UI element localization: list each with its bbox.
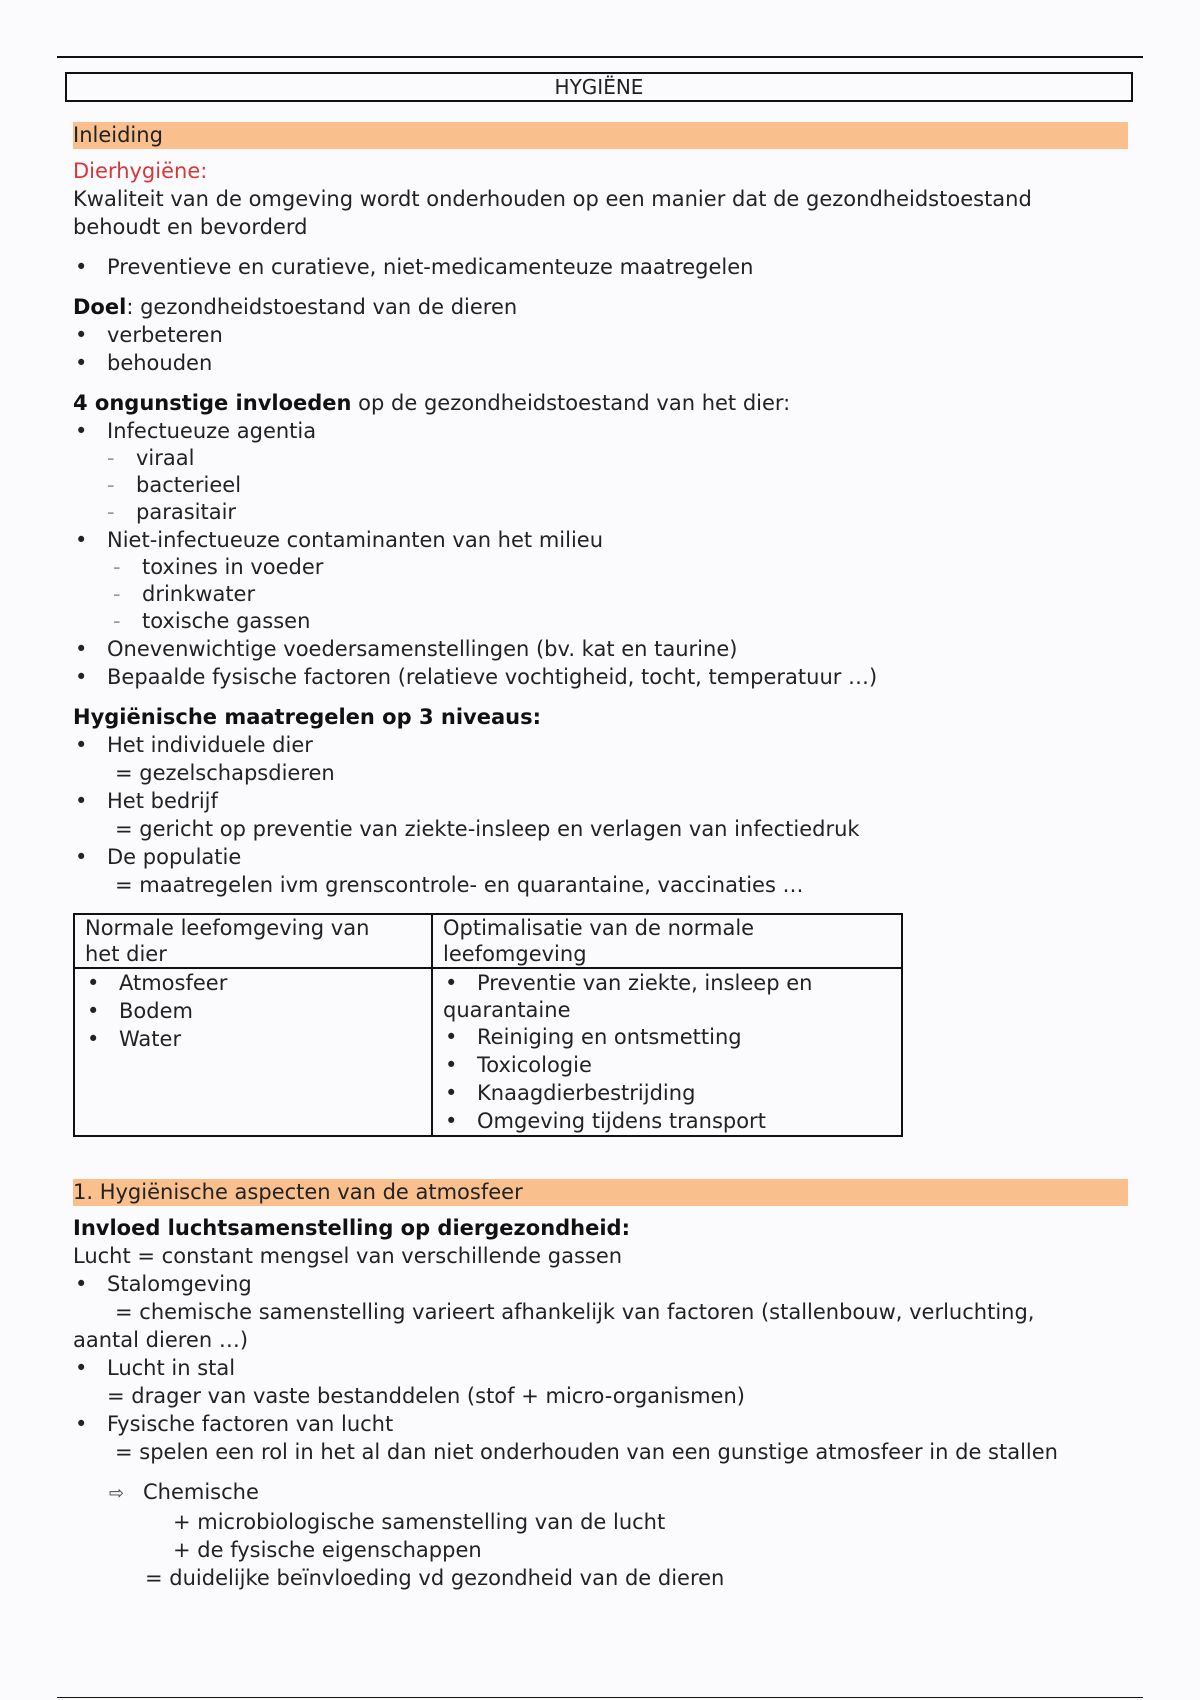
cell-list xyxy=(85,969,421,1053)
goal-line xyxy=(73,293,1128,321)
section-heading-atmosphere: 1. Hygiënische aspecten van de atmosfeer xyxy=(73,1179,1128,1206)
item-2-equation: = drager van vaste bestanddelen (stof + micro-organismen) xyxy=(107,1384,745,1408)
levels-list xyxy=(73,843,1128,871)
influences-label: 4 ongunstige invloeden xyxy=(73,391,352,415)
top-rule xyxy=(57,56,1143,58)
goal-list xyxy=(73,321,1128,377)
list-item: • verbeteren xyxy=(73,321,1128,349)
sub-list-item: - toxines in voeder xyxy=(113,554,1128,581)
air-definition: Lucht = constant mengsel van verschillende gassen xyxy=(73,1244,623,1268)
conclusion-line: = duidelijke beïnvloeding vd gezondheid van de dieren xyxy=(145,1566,725,1590)
cell-list xyxy=(443,1023,891,1135)
influences-text: op de gezondheidstoestand van het dier: xyxy=(351,391,791,415)
table-cell xyxy=(432,968,902,1136)
list-item: • Knaagdierbestrijding xyxy=(443,1079,891,1107)
list-item: • Preventie van ziekte, insleep en xyxy=(443,969,891,997)
table-header-cell-1 xyxy=(74,914,432,968)
document-title: HYGIËNE xyxy=(65,72,1133,102)
definition-label: Dierhygiëne: xyxy=(73,159,208,183)
atmosphere-list xyxy=(73,1354,1128,1382)
table-header-cell-2 xyxy=(432,914,902,968)
header-text: het dier xyxy=(85,942,167,966)
levels-heading-text: Hygiënische maatregelen op 3 niveaus: xyxy=(73,705,541,729)
list-item: • Bepaalde fysische factoren (relatieve vochtigheid, tocht, temperatuur …) xyxy=(73,663,1128,691)
list-item: • Fysische factoren van lucht xyxy=(73,1410,1128,1438)
arrow-right-icon: ⇨ xyxy=(109,1483,125,1504)
goal-label: Doel xyxy=(73,295,127,319)
list-item-continuation: quarantaine xyxy=(443,998,571,1022)
levels-heading xyxy=(73,703,1128,731)
sub-list xyxy=(107,554,1128,635)
subheading-line xyxy=(73,1214,1128,1242)
levels-list xyxy=(73,787,1128,815)
level-1-equation: = gezelschapsdieren xyxy=(115,761,335,785)
list-item: • Atmosfeer xyxy=(85,969,421,997)
sub-list-item: - toxische gassen xyxy=(113,608,1128,635)
goal-text: : gezondheidstoestand van de dieren xyxy=(126,295,518,319)
conclusion-arrow-line xyxy=(73,1478,1128,1508)
definition-text-line-2: behoudt en bevorderd xyxy=(73,215,308,239)
list-item: • behouden xyxy=(73,349,1128,377)
document-body xyxy=(73,122,1128,1592)
environment-table xyxy=(73,913,903,1137)
list-item: • Bodem xyxy=(85,997,421,1025)
cell-list xyxy=(443,969,891,997)
list-item: • Water xyxy=(85,1025,421,1053)
list-item: • Omgeving tijdens transport xyxy=(443,1107,891,1135)
definition-text-line-1: Kwaliteit van de omgeving wordt onderhouden op een manier dat de gezondheidstoestand xyxy=(73,187,1032,211)
atmosphere-list xyxy=(73,1410,1128,1438)
plus-line-2: + de fysische eigenschappen xyxy=(173,1538,482,1562)
sub-list-item: - bacterieel xyxy=(107,472,1128,499)
list-item: • Het bedrijf xyxy=(73,787,1128,815)
section-heading-intro: Inleiding xyxy=(73,122,1128,149)
sub-list-item: - viraal xyxy=(107,445,1128,472)
list-item: • Lucht in stal xyxy=(73,1354,1128,1382)
influence-1-label: Infectueuze agentia xyxy=(107,419,317,443)
list-item: • Preventieve en curatieve, niet-medicamenteuze maatregelen xyxy=(73,253,1128,281)
bottom-rule xyxy=(57,1697,1143,1698)
list-item: • Het individuele dier xyxy=(73,731,1128,759)
list-item xyxy=(73,417,1128,526)
atmosphere-list xyxy=(73,1270,1128,1298)
list-item: • De populatie xyxy=(73,843,1128,871)
table-row xyxy=(74,968,902,1136)
plus-line-1: + microbiologische samenstelling van de lucht xyxy=(173,1510,666,1534)
sub-list-item: - parasitair xyxy=(107,499,1128,526)
header-text: leefomgeving xyxy=(443,942,587,966)
measures-list xyxy=(73,253,1128,281)
table-header-row xyxy=(74,914,902,968)
header-text: Normale leefomgeving van xyxy=(85,916,370,940)
arrow-text: Chemische xyxy=(143,1480,259,1504)
list-item: • Stalomgeving xyxy=(73,1270,1128,1298)
subheading-text: Invloed luchtsamenstelling op diergezondheid: xyxy=(73,1216,630,1240)
influence-2-label: Niet-infectueuze contaminanten van het milieu xyxy=(107,528,604,552)
list-item: • Reiniging en ontsmetting xyxy=(443,1023,891,1051)
influences-list xyxy=(73,417,1128,691)
item-3-equation: = spelen een rol in het al dan niet onderhouden van een gunstige atmosfeer in de stallen xyxy=(115,1440,1058,1464)
list-item xyxy=(73,526,1128,635)
sub-list-item: - drinkwater xyxy=(113,581,1128,608)
list-item: • Toxicologie xyxy=(443,1051,891,1079)
table-cell xyxy=(74,968,432,1136)
level-3-equation: = maatregelen ivm grenscontrole- en quarantaine, vaccinaties … xyxy=(115,873,804,897)
item-1-equation-cont: aantal dieren …) xyxy=(73,1328,249,1352)
sub-list xyxy=(107,445,1128,526)
influences-line xyxy=(73,389,1128,417)
levels-list xyxy=(73,731,1128,759)
list-item: • Onevenwichtige voedersamenstellingen (bv. kat en taurine) xyxy=(73,635,1128,663)
header-text: Optimalisatie van de normale xyxy=(443,916,755,940)
level-2-equation: = gericht op preventie van ziekte-insleep en verlagen van infectiedruk xyxy=(115,817,860,841)
item-1-equation: = chemische samenstelling varieert afhankelijk van factoren (stallenbouw, verluchting, xyxy=(115,1300,1035,1324)
